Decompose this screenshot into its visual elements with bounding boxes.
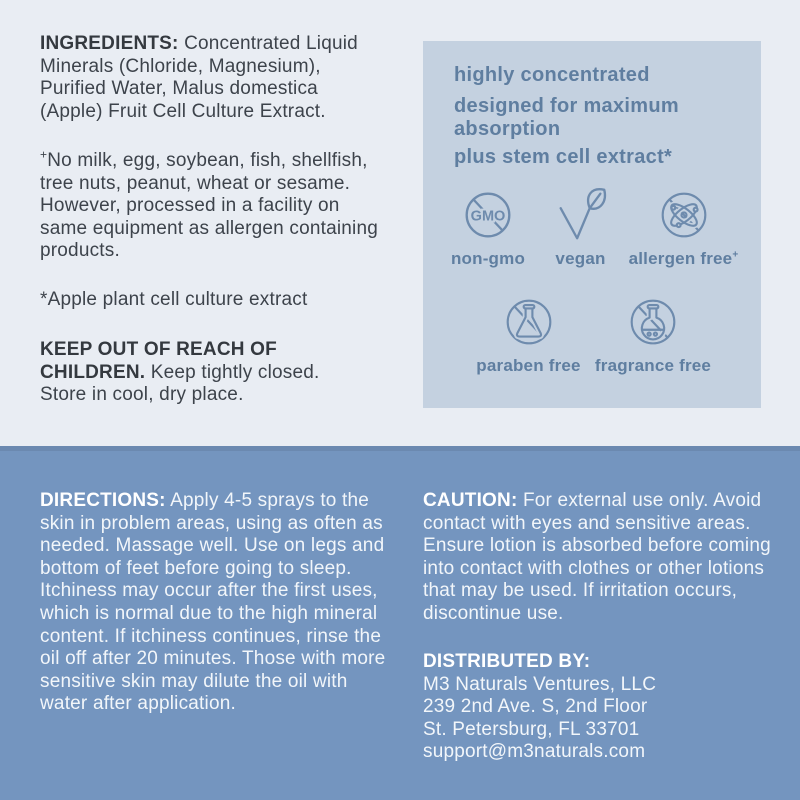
apple-note-text: *Apple plant cell culture extract: [40, 289, 308, 310]
claim-maximum-absorption: designed for maximum absorption: [454, 95, 679, 140]
badge-non-gmo: [438, 184, 538, 269]
allergen-note-paragraph: [40, 147, 388, 263]
caution-text: For external use only. Avoid contact with eyes and sensitive areas. Ensure lotion is absorbed before coming into contact with clothes or other lotions that may be used. If irritation occurs, discontinue use.: [423, 490, 771, 624]
distributor-company: M3 Naturals Ventures, LLC: [423, 673, 657, 695]
warning-paragraph: [40, 339, 370, 407]
no-erlenmeyer-flask-icon: [471, 291, 586, 353]
claim-stem-cell-extract: plus stem cell extract*: [454, 146, 673, 168]
badge-label-fragrance-free: fragrance free: [594, 356, 712, 375]
no-round-flask-icon: [589, 291, 717, 353]
ingredients-paragraph: [40, 33, 380, 123]
directions-heading: DIRECTIONS:: [40, 490, 166, 511]
bottom-section: [0, 446, 800, 800]
badge-label-paraben-free: paraben free: [476, 356, 581, 375]
distributor-email: support@m3naturals.com: [423, 741, 646, 763]
allergen-free-footnote-mark: +: [732, 249, 739, 261]
warning-text: Keep tightly closed. Store in cool, dry place.: [40, 361, 320, 406]
warning-heading: KEEP OUT OF REACH OF CHILDREN.: [40, 339, 277, 383]
distributor-address-line1: 239 2nd Ave. S, 2nd Floor: [423, 696, 648, 718]
claims-box: [423, 41, 761, 408]
caution-paragraph: [423, 490, 783, 626]
ingredients-text: Concentrated Liquid Minerals (Chloride, Magnesium), Purified Water, Malus domestica (Apple) Fruit Cell Culture Extract.: [40, 33, 358, 122]
distributor-address-line2: St. Petersburg, FL 33701: [423, 718, 640, 740]
badge-allergen-free: [621, 184, 746, 269]
badge-vegan: [543, 184, 618, 269]
directions-paragraph: [40, 490, 392, 716]
badge-paraben-free: [471, 291, 586, 376]
gmo-icon-text: GMO: [470, 208, 506, 225]
distributor-heading: DISTRIBUTED BY:: [423, 651, 591, 672]
claim-highly-concentrated: highly concentrated: [454, 64, 650, 86]
directions-text: Apply 4-5 sprays to the skin in problem areas, using as often as needed. Massage well. Use on legs and bottom of feet before going to sleep. Itchiness may occur after the first uses, which is normal due to the high mineral content. If itchiness continues, rinse the oil off after 20 minutes. Those with more sensitive skin may dilute the oil with water after application.: [40, 490, 386, 715]
vegan-leaf-icon: [543, 184, 618, 246]
allergen-footnote-mark: +: [40, 147, 48, 162]
caution-heading: CAUTION:: [423, 490, 518, 511]
ingredients-heading: INGREDIENTS:: [40, 33, 179, 54]
no-atom-icon: [621, 184, 746, 246]
apple-note-paragraph: [40, 289, 388, 312]
no-gmo-icon: [438, 184, 538, 246]
badge-fragrance-free: [589, 291, 717, 376]
badge-label-allergen-free: allergen free+: [628, 249, 739, 268]
distributor-block: [423, 651, 783, 764]
badge-label-vegan: vegan: [555, 249, 606, 268]
badge-label-non-gmo: non-gmo: [450, 249, 526, 268]
allergen-note-text: No milk, egg, soybean, fish, shellfish, tree nuts, peanut, wheat or sesame. However, processed in a facility on same equipment as allergen containing products.: [40, 150, 378, 262]
